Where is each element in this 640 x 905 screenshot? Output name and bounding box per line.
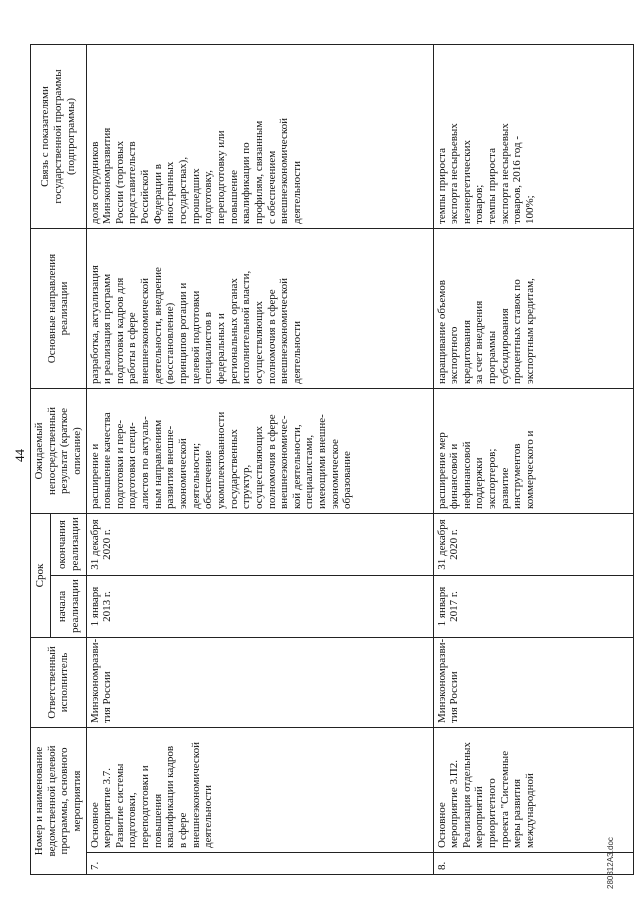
table-row: [86, 44, 433, 874]
table-row: [433, 44, 633, 874]
row-responsible: Минэкономразви- тия России: [86, 637, 433, 727]
row-name: Основное мероприятие 3.7. Развитие системы подготовки, переподготовки и повышения квалификации кадров в сфере внешнеэкономической деятельности: [86, 727, 433, 852]
row-end: 31 декабря 2020 г.: [86, 513, 433, 575]
row-end: 31 декабря 2020 г.: [433, 513, 633, 575]
header-link: Связь с показателями государственной программы (подпрограммы): [31, 44, 87, 228]
header-expected-result: Ожидаемый непосредственный результат (краткое описание): [31, 388, 87, 513]
row-result: расширение и повышение качества подготовки и пере- подготовки специ- алистов по актуаль- ным направлениям развития внешне- экономической деятельности; обеспечение укомплектованности государственных структур, осуществляющих полномочия в сфере внешнеэкономичес- кой деятельности, специалистами, имеющими внешне- экономическое образование: [86, 388, 433, 513]
table-header-row: [31, 44, 51, 874]
program-table: [30, 44, 634, 875]
row-directions: наращивание объемов экспортного кредитования за счет внедрения программы субсидирования процентных ставок по экспортным кредитам,: [433, 228, 633, 388]
header-number-name: Номер и наименование ведомственной целевой программы, основного мероприятия: [31, 727, 87, 874]
header-directions: Основные направления реализации: [31, 228, 87, 388]
header-term: Срок: [31, 513, 51, 637]
row-link: доля сотрудников Минэкономразвития России (торговых представительств Российской Федерации в иностранных государствах), прошедших подготовку, переподготовку или повышение квалификации по профилям, связанным с обеспечением внешнеэкономической деятельности: [86, 44, 433, 228]
row-start: 1 января 2013 г.: [86, 575, 433, 637]
row-directions: разработка, актуализация и реализация программ подготовки кадров для работы в сфере внешнеэкономической деятельности, внедрение (восстановление) принципов ротации и целевой подготовки специалистов в федеральных и региональных органах исполнительной власти, осуществляющих полномочия в сфере внешнеэкономической деятельности: [86, 228, 433, 388]
header-term-start: начала реализации: [51, 575, 86, 637]
row-responsible: Минэкономразви- тия России: [433, 637, 633, 727]
header-responsible: Ответственный исполнитель: [31, 637, 87, 727]
row-start: 1 января 2017 г.: [433, 575, 633, 637]
header-term-end: окончания реализации: [51, 513, 86, 575]
page-number: 44: [12, 449, 27, 462]
row-result: расширение мер финансовой и нефинансовой поддержки экспортеров; развитие инструментов коммерческого и: [433, 388, 633, 513]
row-link: темпы прироста экспорта несырьевых неэнергетических товаров; темпы прироста экспорта несырьевых товаров, 2016 год - 100%;: [433, 44, 633, 228]
footer-code: 280312АЗ.doc: [606, 837, 615, 889]
row-name: Основное мероприятие 3.П2. Реализация отдельных мероприятий приоритетного проекта "Системные меры развития международной: [433, 727, 633, 852]
row-number: 7.: [86, 853, 433, 875]
row-number: 8.: [433, 853, 633, 875]
